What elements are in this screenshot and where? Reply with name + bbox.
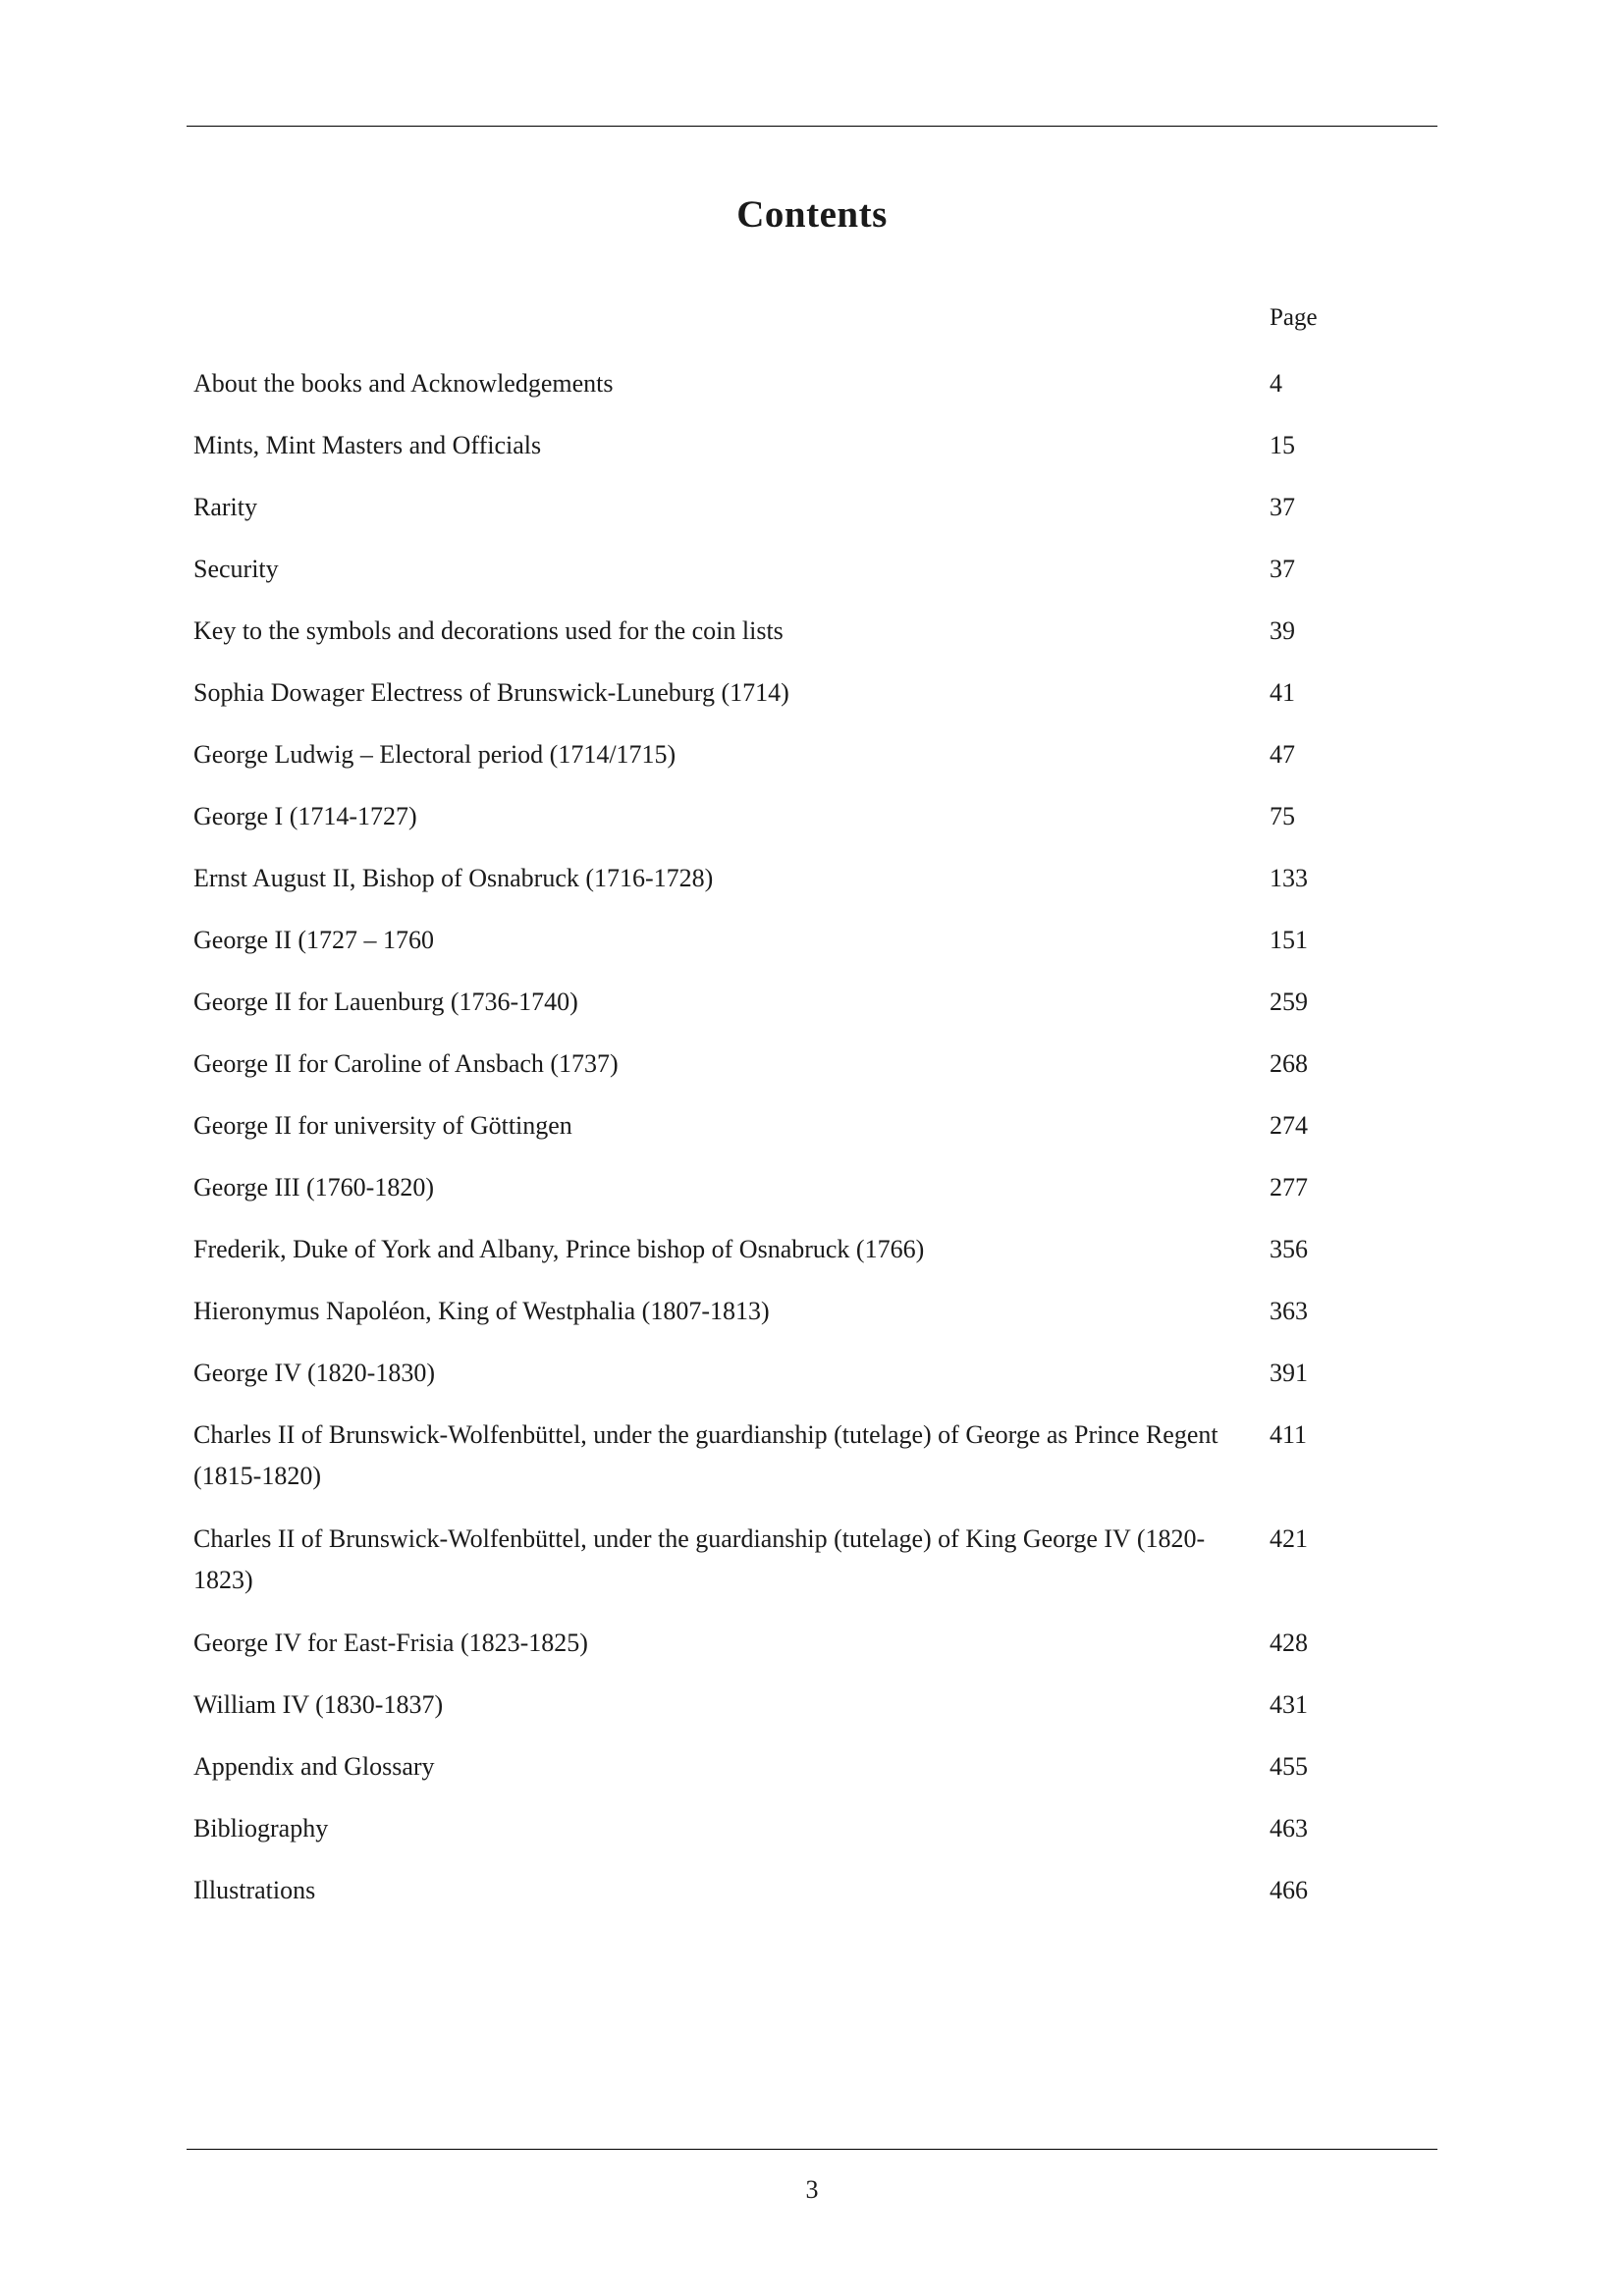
toc-entry-page: 39 xyxy=(1270,616,1295,645)
toc-entry-title: Ernst August II, Bishop of Osnabruck (1716-1728) xyxy=(193,864,714,892)
toc-entry-title: George Ludwig – Electoral period (1714/1715) xyxy=(193,740,677,769)
toc-entry[interactable] xyxy=(193,1519,1435,1623)
footer-page-number: 3 xyxy=(805,2175,819,2204)
toc-entry[interactable] xyxy=(193,796,1435,858)
toc-entry-page: 411 xyxy=(1270,1420,1308,1449)
toc-entry-page: 428 xyxy=(1270,1629,1308,1657)
toc-entry-title: Key to the symbols and decorations used for the coin lists xyxy=(193,616,784,645)
toc-entry[interactable] xyxy=(193,1353,1435,1415)
toc-entry[interactable] xyxy=(193,487,1435,549)
toc-entry-title: Mints, Mint Masters and Officials xyxy=(193,431,542,459)
toc-entry-page: 133 xyxy=(1270,864,1308,892)
toc-entry-title: Hieronymus Napoléon, King of Westphalia (1807-1813) xyxy=(193,1297,770,1325)
toc-entry[interactable] xyxy=(193,1229,1435,1291)
page-column-label: Page xyxy=(1270,304,1318,331)
toc-entry-page: 15 xyxy=(1270,431,1295,459)
toc-entry-page: 268 xyxy=(1270,1049,1308,1078)
toc-entry-title: George III (1760-1820) xyxy=(193,1173,434,1201)
toc-entry-page: 274 xyxy=(1270,1111,1308,1140)
toc-entry[interactable] xyxy=(193,672,1435,734)
table-of-contents xyxy=(193,304,1435,1932)
toc-entry-page: 277 xyxy=(1270,1173,1308,1201)
toc-entry-page: 363 xyxy=(1270,1297,1308,1325)
toc-entry-page: 37 xyxy=(1270,493,1295,521)
toc-entry-page: 391 xyxy=(1270,1359,1308,1387)
toc-entry[interactable] xyxy=(193,1808,1435,1870)
toc-entry[interactable] xyxy=(193,425,1435,487)
toc-entry-title: Charles II of Brunswick-Wolfenbüttel, under the guardianship (tutelage) of King George IV (1820-1823) xyxy=(193,1524,1206,1595)
footer-rule xyxy=(187,2149,1437,2150)
toc-entry-title: George I (1714-1727) xyxy=(193,802,417,830)
toc-entry-title: About the books and Acknowledgements xyxy=(193,369,614,398)
toc-entry-title: George II (1727 – 1760 xyxy=(193,926,435,954)
toc-entry[interactable] xyxy=(193,1746,1435,1808)
header-rule xyxy=(187,126,1437,127)
toc-entry-page: 431 xyxy=(1270,1690,1308,1719)
toc-entry[interactable] xyxy=(193,1105,1435,1167)
toc-entry-list xyxy=(193,363,1435,1932)
toc-entry-page: 151 xyxy=(1270,926,1308,954)
toc-entry[interactable] xyxy=(193,1415,1435,1519)
toc-entry[interactable] xyxy=(193,1684,1435,1746)
toc-entry[interactable] xyxy=(193,858,1435,920)
toc-entry-page: 466 xyxy=(1270,1876,1308,1904)
toc-entry[interactable] xyxy=(193,1291,1435,1353)
toc-entry-page: 4 xyxy=(1270,369,1282,398)
toc-entry-title: Frederik, Duke of York and Albany, Prince bishop of Osnabruck (1766) xyxy=(193,1235,925,1263)
toc-entry-title: George II for Caroline of Ansbach (1737) xyxy=(193,1049,619,1078)
toc-entry-title: William IV (1830-1837) xyxy=(193,1690,444,1719)
toc-entry[interactable] xyxy=(193,1043,1435,1105)
toc-entry-title: Illustrations xyxy=(193,1876,316,1904)
toc-entry-page: 37 xyxy=(1270,555,1295,583)
toc-entry[interactable] xyxy=(193,1870,1435,1932)
toc-entry-page: 463 xyxy=(1270,1814,1308,1842)
toc-entry[interactable] xyxy=(193,363,1435,425)
toc-entry-page: 47 xyxy=(1270,740,1295,769)
toc-entry-page: 75 xyxy=(1270,802,1295,830)
toc-entry[interactable] xyxy=(193,611,1435,672)
toc-entry[interactable] xyxy=(193,1623,1435,1684)
toc-entry-title: Appendix and Glossary xyxy=(193,1752,435,1781)
toc-entry-title: George II for Lauenburg (1736-1740) xyxy=(193,988,578,1016)
toc-entry-title: Bibliography xyxy=(193,1814,329,1842)
toc-entry-title: Charles II of Brunswick-Wolfenbüttel, under the guardianship (tutelage) of George as Prince Regent (1815-1820) xyxy=(193,1420,1218,1491)
toc-entry[interactable] xyxy=(193,549,1435,611)
toc-entry-title: George IV for East-Frisia (1823-1825) xyxy=(193,1629,588,1657)
toc-entry[interactable] xyxy=(193,982,1435,1043)
toc-entry-page: 356 xyxy=(1270,1235,1308,1263)
toc-entry-title: George IV (1820-1830) xyxy=(193,1359,435,1387)
toc-entry[interactable] xyxy=(193,920,1435,982)
toc-entry-page: 455 xyxy=(1270,1752,1308,1781)
toc-entry-title: George II for university of Göttingen xyxy=(193,1111,572,1140)
toc-entry-page: 41 xyxy=(1270,678,1295,707)
toc-entry[interactable] xyxy=(193,1167,1435,1229)
toc-column-header xyxy=(193,304,1435,351)
toc-entry-title: Sophia Dowager Electress of Brunswick-Luneburg (1714) xyxy=(193,678,789,707)
toc-entry[interactable] xyxy=(193,734,1435,796)
toc-entry-page: 259 xyxy=(1270,988,1308,1016)
toc-entry-title: Security xyxy=(193,555,279,583)
toc-entry-page: 421 xyxy=(1270,1524,1308,1553)
page-title: Contents xyxy=(736,193,888,236)
toc-entry-title: Rarity xyxy=(193,493,257,521)
